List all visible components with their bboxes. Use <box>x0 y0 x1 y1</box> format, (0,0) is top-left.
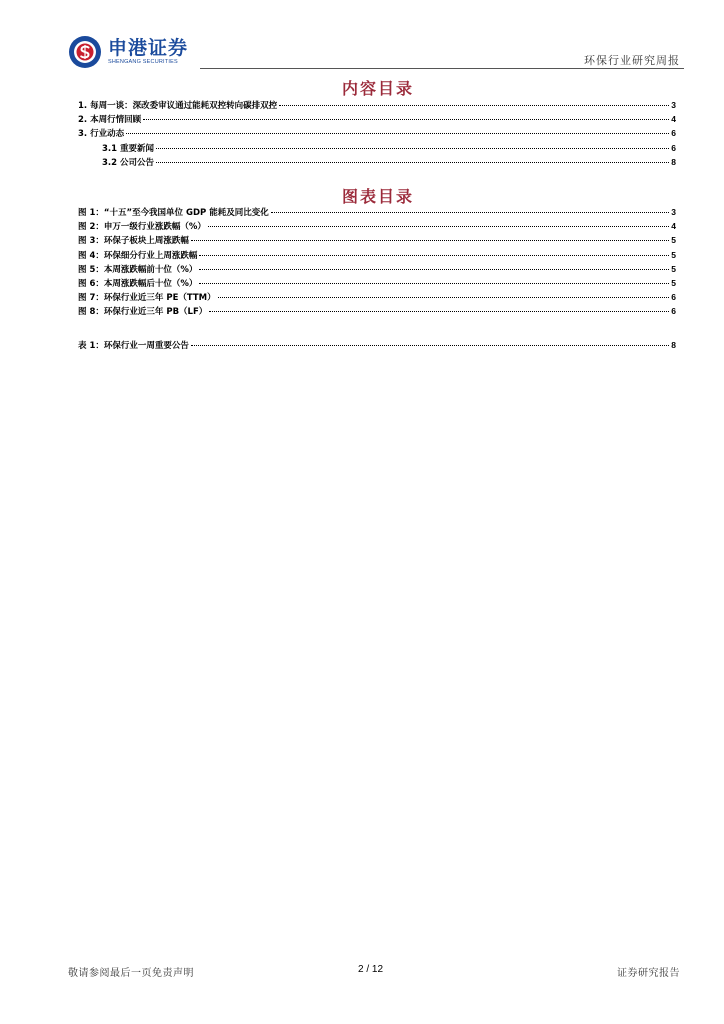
figure-entry[interactable] <box>78 277 676 291</box>
figures-title: 图表目录 <box>341 187 414 206</box>
report-category: 证券研究报告 <box>617 968 680 979</box>
leader-dots <box>279 105 669 106</box>
figure-entry[interactable] <box>78 305 676 319</box>
figure-entry-page: 5 <box>671 263 676 274</box>
page-footer <box>68 964 682 980</box>
figure-entry-page: 5 <box>671 277 676 288</box>
toc-entry-page: 6 <box>671 142 676 153</box>
figure-entry-label: 图 2：申万一级行业涨跌幅（%） <box>78 222 206 233</box>
figure-entry-label: 图 3：环保子板块上周涨跌幅 <box>78 236 189 247</box>
toc-entry-label: 3.2 公司公告 <box>102 157 155 168</box>
leader-dots <box>199 283 669 284</box>
figure-entry[interactable] <box>78 206 676 220</box>
disclaimer-note: 敬请参阅最后一页免责声明 <box>68 968 194 979</box>
page-header <box>68 34 682 70</box>
leader-dots <box>143 119 669 120</box>
logo-english-name: SHENGANG SECURITIES <box>108 59 178 65</box>
contents-title: 内容目录 <box>341 79 414 98</box>
leader-dots <box>271 212 670 213</box>
toc-entry-label: 1. 每周一谈：深改委审议通过能耗双控转向碳排双控 <box>78 101 278 111</box>
figure-entry-label: 图 6：本周涨跌幅后十位（%） <box>78 278 198 289</box>
toc-entry[interactable] <box>78 99 676 113</box>
toc-entry-page: 3 <box>671 100 676 110</box>
toc-entry-label: 3. 行业动态 <box>78 129 125 140</box>
leader-dots <box>156 162 669 163</box>
toc-entry-label: 2. 本周行情回顾 <box>78 115 142 126</box>
leader-dots <box>208 226 669 227</box>
figure-entry-label: 图 7：环保行业近三年 PE（TTM） <box>78 293 216 304</box>
figure-entry-label: 图 8：环保行业近三年 PB（LF） <box>78 307 208 318</box>
leader-dots <box>209 311 669 312</box>
figure-entry-label: 图 1：“十五”至今我国单位 GDP 能耗及同比变化 <box>78 208 269 218</box>
table-entry-page: 8 <box>671 340 676 350</box>
leader-dots <box>191 345 669 346</box>
figure-entry-label: 图 4：环保细分行业上周涨跌幅 <box>78 250 198 261</box>
leader-dots <box>199 255 669 256</box>
leader-dots <box>156 148 669 149</box>
leader-dots <box>191 240 669 241</box>
leader-dots <box>126 133 669 134</box>
figure-entry-page: 5 <box>671 249 676 260</box>
report-type-label: 环保行业研究周报 <box>584 54 680 67</box>
figure-entry[interactable] <box>78 249 676 263</box>
leader-dots <box>218 297 670 298</box>
figure-entry[interactable] <box>78 263 676 277</box>
page-number: 2 / 12 <box>358 964 384 975</box>
toc-entry-page: 8 <box>671 156 676 167</box>
figure-entry-page: 6 <box>671 292 676 303</box>
tables-list <box>78 339 676 353</box>
shengang-logo-icon <box>68 35 102 69</box>
figure-entry[interactable] <box>78 291 676 305</box>
figure-entry-page: 5 <box>671 235 676 246</box>
contents-list <box>78 99 676 170</box>
figure-entry[interactable] <box>78 234 676 248</box>
table-entry[interactable] <box>78 339 676 353</box>
logo-chinese-name: 申港证券 <box>108 37 189 59</box>
figure-entry[interactable] <box>78 220 676 234</box>
toc-entry-label: 3.1 重要新闻 <box>102 143 155 154</box>
figure-entry-page: 4 <box>671 221 676 232</box>
header-divider <box>200 68 684 69</box>
toc-subentry[interactable] <box>78 142 676 156</box>
toc-entry-page: 4 <box>671 114 676 125</box>
toc-subentry[interactable] <box>78 156 676 170</box>
table-entry-label: 表 1：环保行业一周重要公告 <box>78 341 189 351</box>
toc-entry[interactable] <box>78 113 676 127</box>
figures-list <box>78 206 676 320</box>
toc-entry[interactable] <box>78 127 676 141</box>
leader-dots <box>199 269 669 270</box>
figure-entry-page: 3 <box>671 207 676 217</box>
figure-entry-label: 图 5：本周涨跌幅前十位（%） <box>78 264 198 275</box>
company-logo <box>68 34 188 70</box>
toc-entry-page: 6 <box>671 128 676 139</box>
figure-entry-page: 6 <box>671 306 676 317</box>
